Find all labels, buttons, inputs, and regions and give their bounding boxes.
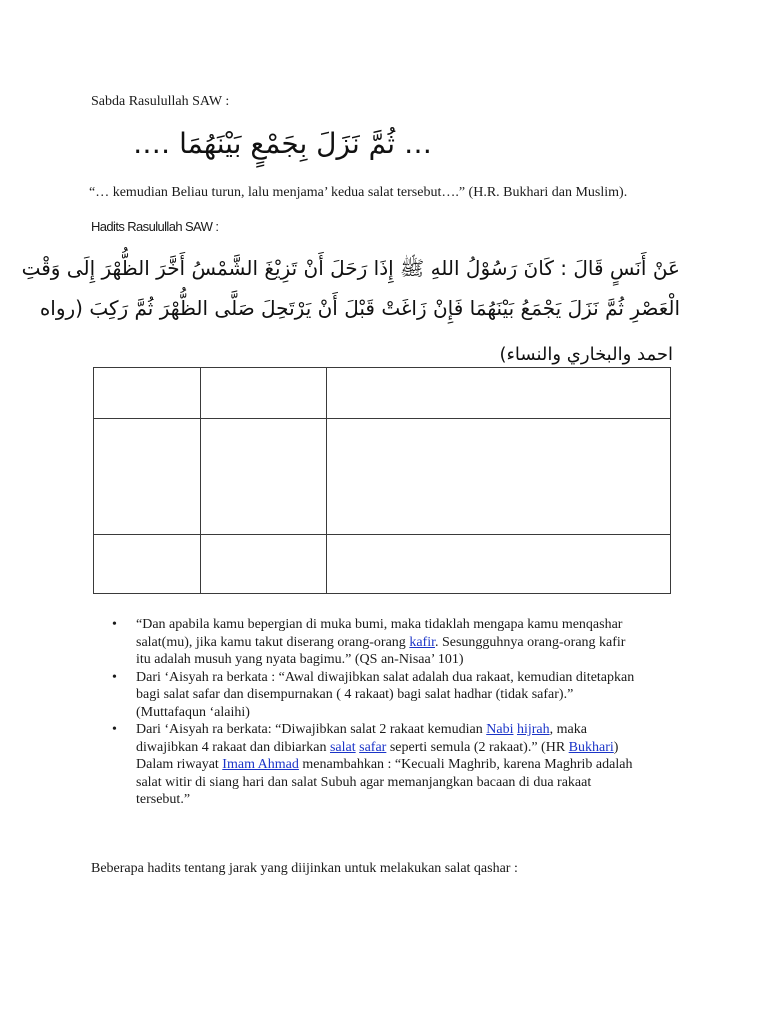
text-span: , maka bbox=[549, 722, 587, 737]
table-row bbox=[94, 419, 671, 535]
bullet-dot: • bbox=[112, 669, 117, 685]
hadith-arabic-line: الْعَصْرِ ثُمَّ نَزَلَ يَجْمَعُ بَيْنَهُمَا فَإِنْ زَاغَتْ قَبْلَ أَنْ يَرْتَحِلَ صَلَّى الظُّهْرَ ثُمَّ رَكِبَ (رواه bbox=[39, 296, 680, 320]
text-span: Dari ‘Aisyah ra berkata : “Awal diwajibkan salat adalah dua rakaat, kemudian ditetapkan bbox=[136, 669, 635, 685]
text-span: (Muttafaqun ‘alaihi) bbox=[136, 704, 250, 720]
text-span: seperti semula (2 rakaat).” (HR bbox=[386, 739, 569, 755]
hyperlink[interactable]: hijrah bbox=[516, 722, 550, 737]
hyperlink[interactable]: Imam Ahmad bbox=[222, 757, 299, 772]
text-span: Dari ‘Aisyah ra berkata: “Diwajibkan salat 2 rakaat kemudian bbox=[136, 722, 487, 737]
table-cell bbox=[94, 419, 201, 535]
bullet-line bbox=[136, 669, 679, 687]
text-span: Dalam riwayat bbox=[136, 757, 223, 772]
hadith-arabic-source: احمد والبخاري والنساء) bbox=[499, 344, 673, 365]
bullet-line bbox=[136, 756, 679, 774]
sabda-heading: Sabda Rasulullah SAW : bbox=[91, 94, 230, 109]
table-cell bbox=[201, 535, 327, 594]
text-span: salat witir di siang hari dan salat Subuh agar memanjangkan bacaan di dua rakaat bbox=[136, 774, 592, 790]
text-span: ) bbox=[613, 739, 619, 755]
bullet-line bbox=[136, 651, 679, 669]
hadith-arabic-block bbox=[21, 248, 680, 328]
bullet-line bbox=[136, 616, 679, 634]
bullet-line bbox=[136, 721, 679, 739]
table-row bbox=[94, 535, 671, 594]
table-row bbox=[94, 368, 671, 419]
hyperlink[interactable]: Bukhari bbox=[568, 739, 614, 755]
bullet-line bbox=[136, 774, 679, 792]
table-cell bbox=[327, 535, 671, 594]
empty-table bbox=[93, 367, 671, 594]
bullet-line bbox=[136, 634, 679, 652]
text-span: . Sesungguhnya orang-orang kafir bbox=[434, 634, 626, 650]
arabic-phrase: … ثُمَّ نَزَلَ بِجَمْعٍ بَيْنَهُمَا …. bbox=[133, 127, 432, 160]
text-span: menambahkan : “Kecuali Maghrib, karena Maghrib adalah bbox=[298, 757, 633, 772]
hyperlink[interactable]: salat bbox=[329, 739, 356, 755]
hadits-heading: Hadits Rasulullah SAW : bbox=[91, 219, 219, 234]
text-span: diwajibkan 4 rakaat dan dibiarkan bbox=[136, 739, 330, 755]
bullet-item bbox=[89, 669, 679, 722]
bullet-item bbox=[89, 616, 679, 669]
table-cell bbox=[94, 535, 201, 594]
bullet-dot: • bbox=[112, 617, 117, 632]
table-cell bbox=[94, 368, 201, 419]
hyperlink[interactable]: kafir bbox=[409, 634, 435, 650]
table-cell bbox=[201, 368, 327, 419]
bullet-line bbox=[136, 791, 679, 809]
bullet-dot: • bbox=[112, 722, 117, 737]
closing-text: Beberapa hadits tentang jarak yang diijinkan untuk melakukan salat qashar : bbox=[91, 861, 518, 876]
text-span: tersebut.” bbox=[136, 792, 191, 807]
bullet-item bbox=[89, 721, 679, 809]
table-cell bbox=[201, 419, 327, 535]
bullet-line bbox=[136, 704, 679, 722]
hadith-arabic-line: عَنْ أَنَسٍ قَالَ : كَانَ رَسُوْلُ اللهِ ﷺ إِذَا رَحَلَ أَنْ تَزِيْغَ الشَّمْسُ أَخَّرَ الظُّهْرَ إِلَى وَقْتِ bbox=[21, 256, 680, 280]
table-cell bbox=[327, 419, 671, 535]
table-cell bbox=[327, 368, 671, 419]
bullet-line bbox=[136, 739, 679, 757]
translation-text: “… kemudian Beliau turun, lalu menjama’ kedua salat tersebut….” (H.R. Bukhari dan Muslim). bbox=[89, 185, 628, 200]
hyperlink[interactable]: safar bbox=[359, 739, 387, 755]
bullet-list bbox=[89, 616, 679, 809]
text-span: itu adalah musuh yang nyata bagimu.” (QS an-Nisaa’ 101) bbox=[136, 652, 464, 667]
text-span: salat(mu), jika kamu takut diserang orang-orang bbox=[136, 634, 410, 650]
text-span: bagi salat safar dan disempurnakan ( 4 rakaat) bagi salat hadhar (tidak safar).” bbox=[136, 687, 574, 702]
hyperlink[interactable]: Nabi bbox=[486, 722, 514, 737]
bullet-line bbox=[136, 686, 679, 704]
text-span: “Dan apabila kamu bepergian di muka bumi, maka tidaklah mengapa kamu menqashar bbox=[136, 617, 623, 632]
